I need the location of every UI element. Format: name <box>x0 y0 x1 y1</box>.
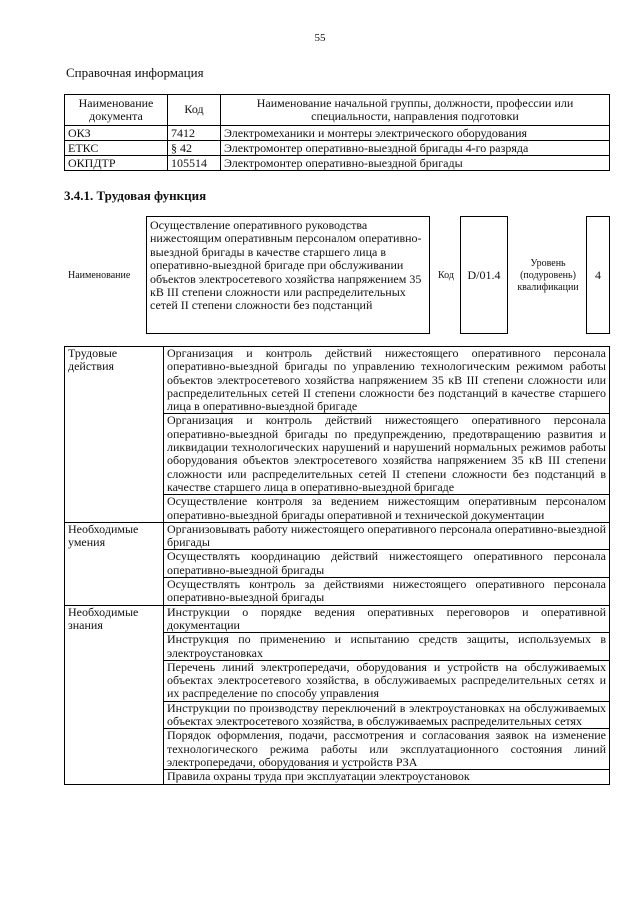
list-item: Инструкции по производству переключений в электроустановках на обслуживаемых объектах электросетевого хозяйства, в обслуживаемых распределительных сетях <box>164 701 610 729</box>
table-row <box>65 141 610 156</box>
ref-doc-cell: ЕТКС <box>65 141 168 156</box>
list-item: Инструкция по применению и испытанию средств защиты, используемых в электроустановках <box>164 633 610 661</box>
ref-name-cell: Электромонтер оперативно-выездной бригады 4-го разряда <box>221 141 610 156</box>
list-item: Правила охраны труда при эксплуатации электроустановок <box>164 770 610 784</box>
ref-doc-cell: ОКПДТР <box>65 156 168 171</box>
ref-name-cell: Электромеханики и монтеры электрического оборудования <box>221 126 610 141</box>
table-row <box>65 126 610 141</box>
table-row <box>65 605 610 633</box>
actions-label: Трудовые действия <box>65 347 164 523</box>
page-number: 55 <box>314 32 326 44</box>
reference-table <box>64 94 610 171</box>
skills-label: Необходимые умения <box>65 522 164 605</box>
list-item: Организовывать работу нижестоящего оперативного персонала оперативно-выездной бригады <box>164 522 610 550</box>
ref-code-cell: § 42 <box>168 141 221 156</box>
table-row <box>65 347 610 414</box>
function-table <box>64 346 610 785</box>
ref-code-cell: 7412 <box>168 126 221 141</box>
knowledge-label: Необходимые знания <box>65 605 164 784</box>
level-label: Уровень (подуровень) квалификации <box>517 258 579 293</box>
table-row <box>65 522 610 550</box>
level-value-box: 4 <box>586 216 610 334</box>
header-code: Код <box>168 95 221 126</box>
code-label: Код <box>438 270 454 281</box>
function-name-box: Осуществление оперативного руководства нижестоящим оперативным персоналом оперативно-выездной бригады в качестве старшего лица в оперативно-выездной бригаде при обслуживании объектов электросетевого хозяйства напряжением 35 кВ III степени сложности или распределительных сетей II степени сложности без подстанций <box>146 216 430 334</box>
list-item: Организация и контроль действий нижестоящего оперативного персонала оперативно-выездной бригады по управлению технологическим режимом работы объектов электросетевого хозяйства напряжением 35 кВ III степени сложности или распределительных сетей II степени сложности без подстанций в качестве старшего лица в оперативно-выездной бригаде <box>164 347 610 414</box>
name-label: Наименование <box>68 270 131 281</box>
header-name: Наименование начальной группы, должности, профессии или специальности, направления подготовки <box>221 95 610 126</box>
header-document: Наименование документа <box>65 95 168 126</box>
ref-doc-cell: ОКЗ <box>65 126 168 141</box>
ref-name-cell: Электромонтер оперативно-выездной бригады <box>221 156 610 171</box>
list-item: Порядок оформления, подачи, рассмотрения и согласования заявок на изменение технологического режима работы или эксплуатационного состояния линий электропередачи, оборудования и устройств РЗА <box>164 729 610 770</box>
list-item: Инструкции о порядке ведения оперативных переговоров и оперативной документации <box>164 605 610 633</box>
list-item: Осуществлять координацию действий нижестоящего оперативного персонала оперативно-выездной бригады <box>164 550 610 578</box>
list-item: Организация и контроль действий нижестоящего оперативного персонала оперативно-выездной бригады по предупреждению, предотвращению развития и ликвидации технологических нарушений и нарушений нормальных режимов работы оборудования объектов электросетевого хозяйства напряжением 35 кВ III степени сложности или распределительных сетей II степени сложности без подстанций в качестве старшего лица в оперативно-выездной бригаде <box>164 414 610 495</box>
code-value-box: D/01.4 <box>460 216 508 334</box>
reference-header-row <box>65 95 610 126</box>
list-item: Осуществлять контроль за действиями нижестоящего оперативного персонала оперативно-выездной бригады <box>164 578 610 606</box>
reference-title: Справочная информация <box>66 65 204 80</box>
ref-code-cell: 105514 <box>168 156 221 171</box>
list-item: Перечень линий электропередачи, оборудования и устройств на обслуживаемых объектах электросетевого хозяйства, в обслуживаемых распределительных сетях и их распределение по способу управления <box>164 660 610 701</box>
list-item: Осуществление контроля за ведением нижестоящим оперативным персоналом оперативно-выездной бригады оперативной и технической документации <box>164 495 610 523</box>
section-heading: 3.4.1. Трудовая функция <box>64 188 207 203</box>
table-row <box>65 156 610 171</box>
